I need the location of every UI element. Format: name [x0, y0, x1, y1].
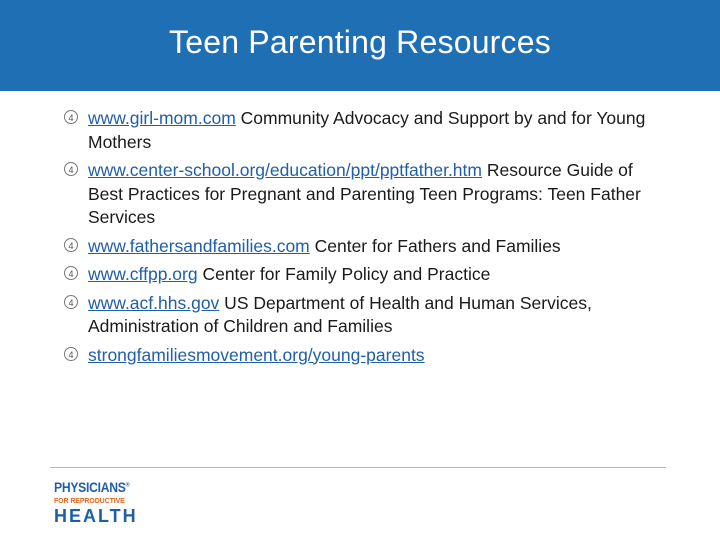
resource-description: US Department of Health and Human Services, Administration of Children and Families [88, 292, 592, 336]
list-item [64, 344, 664, 368]
resource-link[interactable]: www.fathersandfamilies.com [88, 235, 310, 256]
resource-description: Community Advocacy and Support by and for Young Mothers [88, 108, 646, 152]
resource-link[interactable]: www.cffpp.org [88, 264, 198, 284]
footer-divider [50, 467, 666, 468]
resource-description: Resource Guide of Best Practices for Pregnant and Parenting Teen Programs: Teen Father Services [88, 160, 641, 227]
bullet-icon: 4 [64, 266, 78, 280]
resource-list [64, 107, 664, 372]
bullet-icon: 4 [64, 347, 78, 361]
list-item [64, 292, 664, 339]
list-item [64, 263, 664, 287]
list-item [64, 159, 664, 230]
resource-description: Center for Fathers and Families [309, 235, 561, 256]
resource-link[interactable]: www.girl-mom.com [88, 108, 236, 128]
slide-title: Teen Parenting Resources [169, 24, 551, 60]
resource-link[interactable]: www.acf.hhs.gov [88, 292, 220, 313]
logo-line-2: FOR REPRODUCTIVE [54, 498, 125, 505]
bullet-icon: 4 [64, 238, 78, 252]
list-item [64, 235, 664, 259]
logo-line-3: HEALTH [54, 506, 138, 526]
list-item [64, 107, 664, 154]
logo-line-1: PHYSICIANS® [54, 480, 130, 495]
organization-logo [52, 478, 142, 528]
resource-description: Center for Family Policy and Practice [197, 264, 491, 284]
resource-link[interactable]: strongfamiliesmovement.org/young-parents [88, 344, 425, 365]
bullet-icon: 4 [64, 295, 78, 309]
bullet-icon: 4 [64, 162, 78, 176]
bullet-icon: 4 [64, 110, 78, 124]
title-bar [0, 0, 720, 91]
resource-link[interactable]: www.center-school.org/education/ppt/pptfather.htm [88, 160, 482, 180]
